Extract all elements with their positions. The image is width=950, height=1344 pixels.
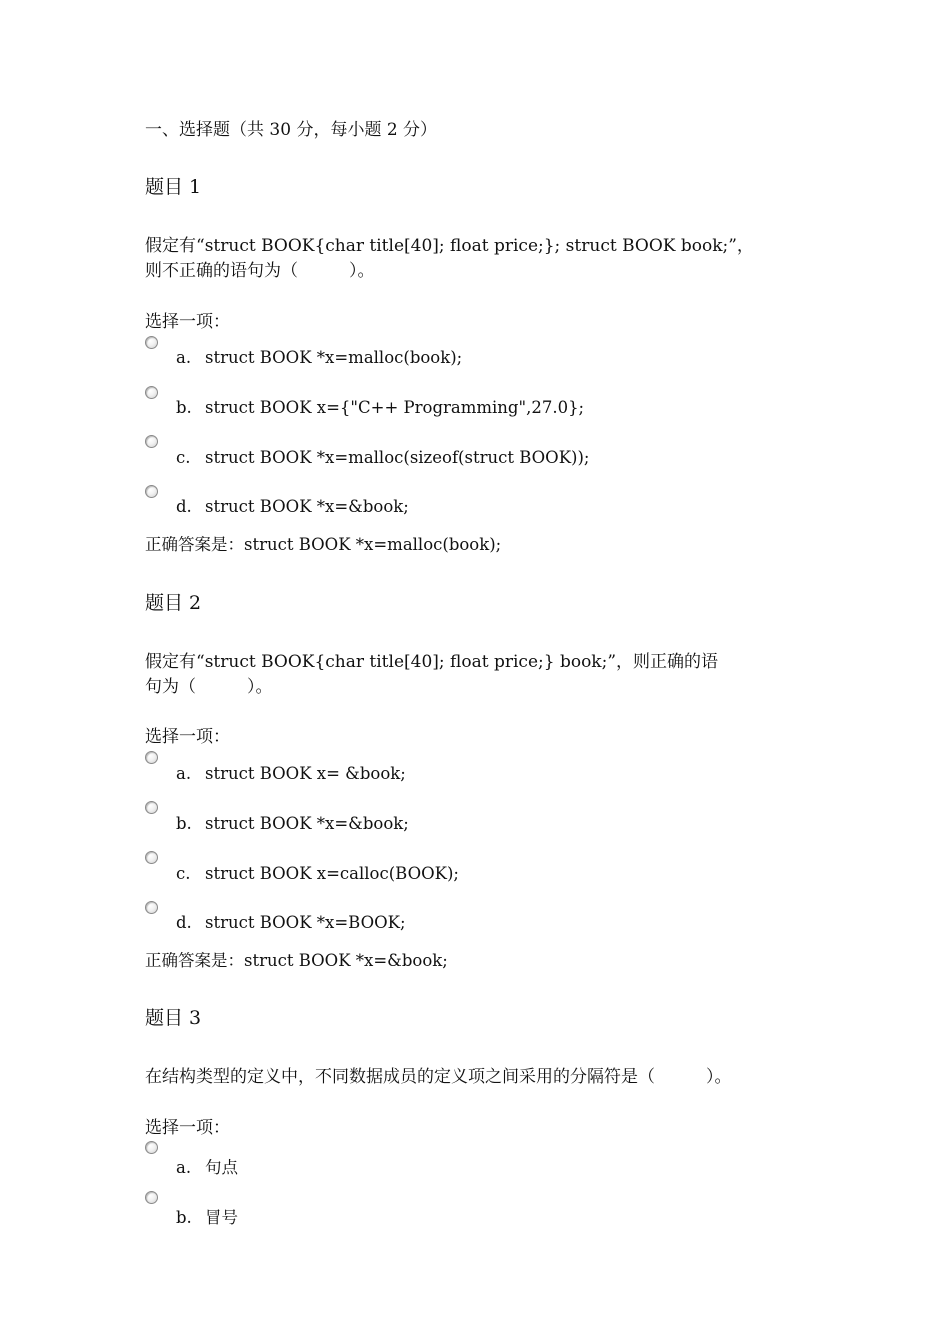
option-text: struct BOOK x= &book; [205, 764, 406, 783]
question-3-stem-line-1: 在结构类型的定义中，不同数据成员的定义项之间采用的分隔符是（ ）。 [145, 1067, 732, 1087]
question-2-option-d-radio[interactable] [145, 901, 158, 914]
question-1-option-c[interactable] [176, 448, 589, 467]
question-2-option-b[interactable] [176, 814, 409, 833]
question-3-option-b-radio[interactable] [145, 1191, 158, 1204]
option-text: struct BOOK *x=malloc(book); [205, 348, 463, 367]
question-3-title: 题目 3 [145, 1007, 202, 1029]
option-letter: c. [176, 448, 191, 467]
question-3-option-b[interactable] [176, 1204, 238, 1228]
option-letter: b. [176, 398, 192, 417]
option-text: struct BOOK x=calloc(BOOK); [205, 864, 459, 883]
question-1-option-a-radio[interactable] [145, 336, 158, 349]
option-text: struct BOOK *x=&book; [205, 497, 409, 516]
question-2-correct-answer: 正确答案是：struct BOOK *x=&book; [145, 951, 448, 970]
question-1-option-d[interactable] [176, 497, 409, 516]
section-title: 一、选择题（共 30 分，每小题 2 分） [145, 120, 438, 140]
question-3-option-a[interactable] [176, 1154, 238, 1178]
question-2-title: 题目 2 [145, 592, 202, 614]
option-letter: a. [176, 1158, 192, 1177]
question-2-stem-line-2: 句为（ ）。 [145, 677, 273, 697]
option-letter: d. [176, 913, 192, 932]
option-text: struct BOOK x={"C++ Programming",27.0}; [205, 398, 585, 417]
option-text: struct BOOK *x=&book; [205, 814, 409, 833]
question-1-option-b[interactable] [176, 398, 584, 417]
option-letter: b. [176, 1208, 192, 1227]
question-2-option-b-radio[interactable] [145, 801, 158, 814]
option-text: 句点 [205, 1158, 238, 1177]
question-1-option-a[interactable] [176, 348, 462, 367]
option-letter: a. [176, 764, 192, 783]
option-text: 冒号 [205, 1208, 238, 1227]
option-letter: c. [176, 864, 191, 883]
question-1-option-b-radio[interactable] [145, 386, 158, 399]
option-letter: d. [176, 497, 192, 516]
option-letter: b. [176, 814, 192, 833]
question-1-title: 题目 1 [145, 176, 202, 198]
question-1-option-d-radio[interactable] [145, 485, 158, 498]
question-1-choose-label: 选择一项： [145, 312, 230, 332]
question-2-option-c-radio[interactable] [145, 851, 158, 864]
question-1-correct-answer: 正确答案是：struct BOOK *x=malloc(book); [145, 535, 502, 554]
question-1-stem-line-1: 假定有“struct BOOK{char title[40]; float price;}; struct BOOK book;”， [145, 236, 754, 256]
question-3-choose-label: 选择一项： [145, 1118, 230, 1138]
question-2-option-c[interactable] [176, 864, 459, 883]
question-2-stem-line-1: 假定有“struct BOOK{char title[40]; float price;} book;”，则正确的语 [145, 652, 719, 672]
question-2-option-d[interactable] [176, 913, 406, 932]
option-text: struct BOOK *x=BOOK; [205, 913, 406, 932]
question-3-option-a-radio[interactable] [145, 1141, 158, 1154]
option-letter: a. [176, 348, 192, 367]
question-2-option-a-radio[interactable] [145, 751, 158, 764]
question-2-choose-label: 选择一项： [145, 727, 230, 747]
question-1-option-c-radio[interactable] [145, 435, 158, 448]
question-2-option-a[interactable] [176, 764, 406, 783]
question-1-stem-line-2: 则不正确的语句为（ ）。 [145, 261, 375, 281]
option-text: struct BOOK *x=malloc(sizeof(struct BOOK)); [205, 448, 590, 467]
